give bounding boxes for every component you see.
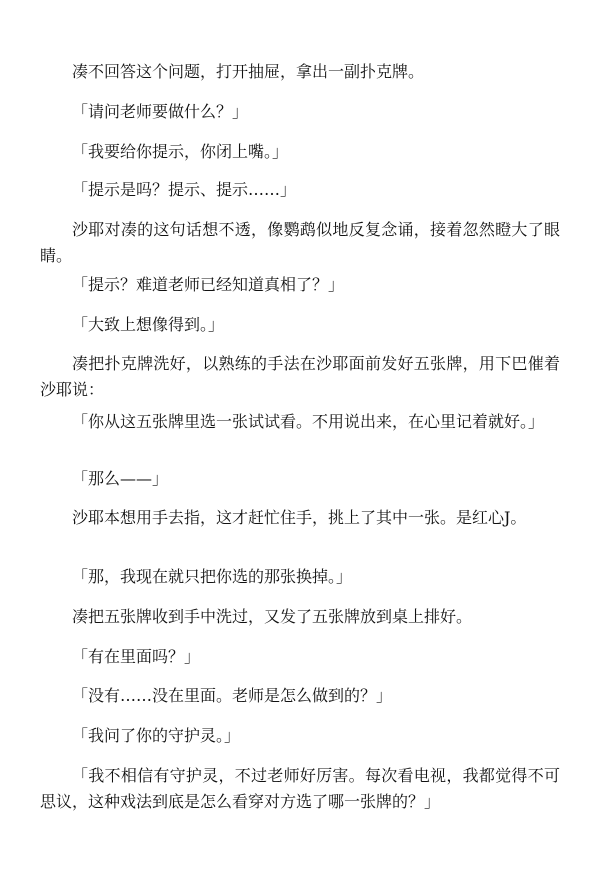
paragraph: 「我不相信有守护灵，不过老师好厉害。每次看电视，我都觉得不可思议，这种戏法到底是怎么看穿对方选了哪一张牌的？」 — [40, 766, 560, 811]
paragraph: 「我要给你提示，你闭上嘴。」 — [72, 142, 289, 161]
paragraph: 沙耶对凑的这句话想不透，像鹦鹉似地反复念诵，接着忽然瞪大了眼睛。 — [40, 220, 560, 265]
paragraph: 凑把五张牌收到手中洗过，又发了五张牌放到桌上排好。 — [72, 607, 473, 626]
paragraph: 「你从这五张牌里选一张试试看。不用说出来，在心里记着就好。」 — [72, 412, 545, 431]
paragraph: 「那么——」 — [72, 469, 169, 488]
paragraph: 沙耶本想用手去指，这才赶忙住手，挑上了其中一张。是红心J。 — [72, 508, 527, 527]
paragraph: 「大致上想像得到。」 — [72, 315, 225, 334]
paragraph: 「没有……没在里面。老师是怎么做到的？」 — [72, 686, 393, 705]
paragraph: 凑不回答这个问题，打开抽屉，拿出一副扑克牌。 — [72, 62, 425, 81]
paragraph: 凑把扑克牌洗好，以熟练的手法在沙耶面前发好五张牌，用下巴催着沙耶说： — [40, 354, 560, 399]
paragraph: 「我问了你的守护灵。」 — [72, 726, 241, 745]
paragraph: 「提示是吗？提示、提示……」 — [72, 180, 297, 199]
paragraph: 「那，我现在就只把你选的那张换掉。」 — [72, 567, 353, 586]
paragraph: 「请问老师要做什么？」 — [72, 102, 249, 121]
paragraph: 「提示？难道老师已经知道真相了？」 — [72, 275, 345, 294]
paragraph: 「有在里面吗？」 — [72, 647, 201, 666]
